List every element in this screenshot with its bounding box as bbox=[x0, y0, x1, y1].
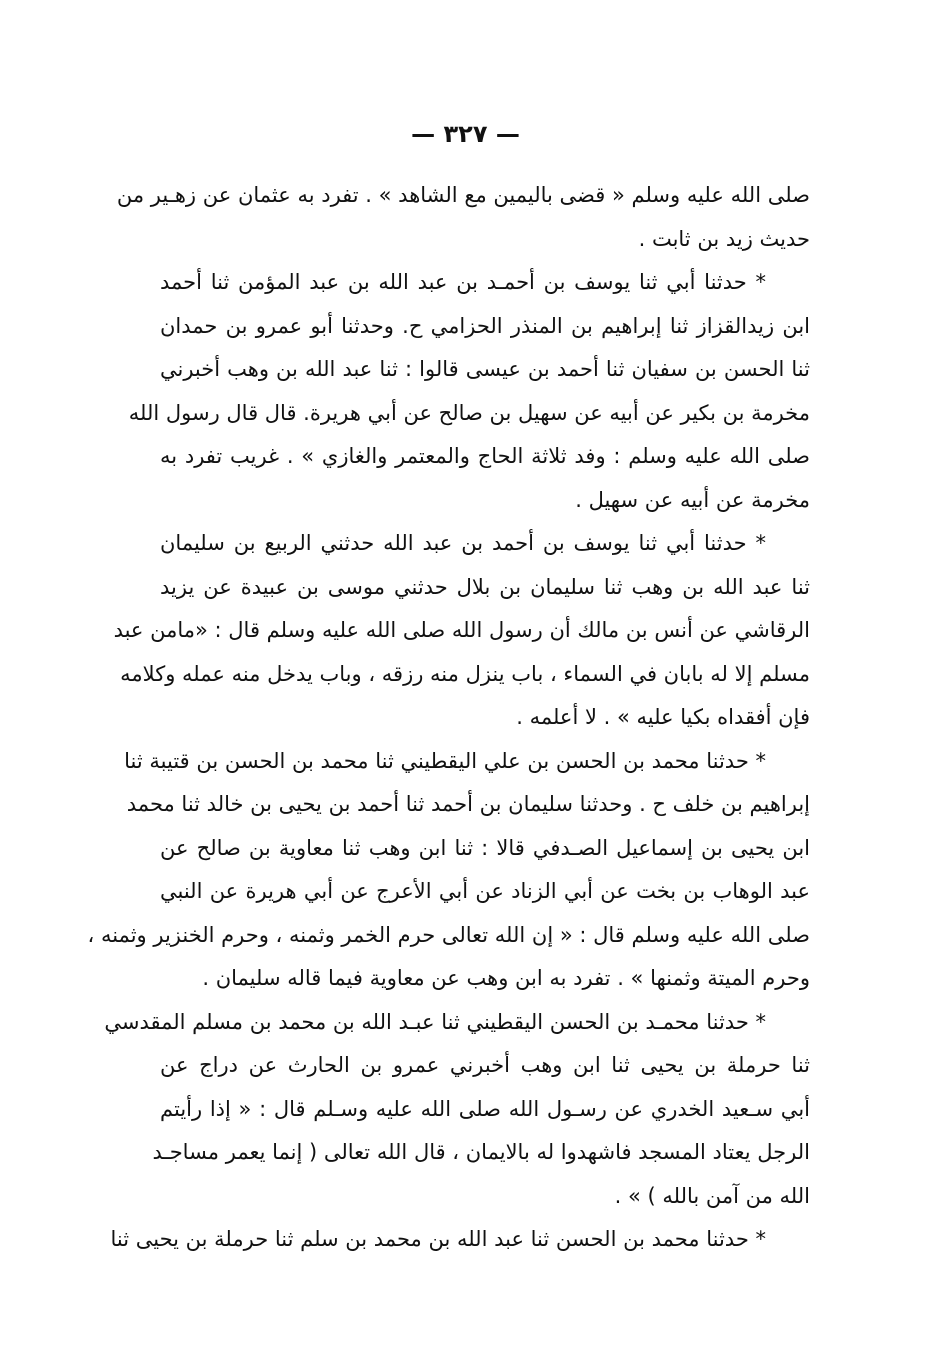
page-number: — ٣٢٧ — bbox=[411, 120, 520, 148]
text-line: ثنا حرملة بن يحيى ثنا ابن وهب أخبرني عمرو بن الحارث عن دراج عن bbox=[160, 1053, 810, 1077]
text-line: ثنا عبد الله بن وهب ثنا سليمان بن بلال حدثني موسى بن عبيدة عن يزيد bbox=[160, 574, 810, 599]
text-line: صلى الله عليه وسلم : وفد ثلاثة الحاج والمعتمر والغازي » . غريب تفرد به bbox=[160, 444, 810, 468]
text-line: أبي سـعيد الخدري عن رسـول الله صلى الله عليه وسـلم قال : « إذا رأيتم bbox=[160, 1096, 810, 1121]
text-line: الرقاشي عن أنس بن مالك أن رسول الله صلى الله عليه وسلم قال : «مامن عبد bbox=[113, 618, 810, 642]
text-line: عبد الوهاب بن بخت عن أبي الزناد عن أبي الأعرج عن أبي هريرة عن النبي bbox=[160, 879, 810, 903]
text-line: * حدثنا محمـد بن الحسن اليقطيني ثنا عبـد الله بن محمد بن مسلم المقدسي bbox=[104, 1009, 766, 1034]
text-line: مخرمة بن بكير عن أبيه عن سهيل بن صالح عن أبي هريرة. قال قال رسول الله bbox=[128, 400, 810, 425]
text-line: صلى الله عليه وسلم قال : « إن الله تعالى حرم الخمر وثمنه ، وحرم الخنزير وثمنه ، bbox=[87, 922, 810, 947]
text-line: ابن زيدالقزاز ثنا إبراهيم بن المنذر الحزامي ح. وحدثنا أبو عمرو بن حمدان bbox=[160, 313, 810, 338]
text-line: حديث زيد بن ثابت . bbox=[638, 226, 810, 251]
text-line: فإن أفقداه بكيا عليه » . لا أعلمه . bbox=[516, 705, 810, 729]
text-line: * حدثنا محمد بن الحسن ثنا عبد الله بن محمد بن سلم ثنا حرملة بن يحيى ثنا bbox=[110, 1227, 766, 1251]
text-line: مسلم إلا له بابان في السماء ، باب ينزل منه رزقه ، وباب يدخل منه عمله وكلامه bbox=[120, 661, 810, 686]
text-line: الرجل يعتاد المسجد فاشهدوا له بالايمان ، قال الله تعالى ( إنما يعمر مساجـد bbox=[152, 1140, 810, 1164]
text-line: * حدثنا أبي ثنا يوسف بن أحمد بن عبد الله حدثني الربيع بن سليمان bbox=[160, 531, 766, 555]
text-line: الله من آمن بالله ) » . bbox=[614, 1183, 810, 1208]
text-line: مخرمة عن أبيه عن سهيل . bbox=[575, 487, 810, 512]
text-line: * حدثنا محمد بن الحسن بن علي اليقطيني ثنا محمد بن الحسن بن قتيبة ثنا bbox=[124, 748, 766, 773]
text-line: ثنا الحسن بن سفيان ثنا أحمد بن عيسى قالوا : ثنا عبد الله بن وهب أخبرني bbox=[160, 357, 810, 381]
text-line: صلى الله عليه وسلم « قضى باليمين مع الشاهد » . تفرد به عثمان عن زهـير من bbox=[116, 183, 810, 207]
text-line: ابن يحيى بن إسماعيل الصـدفي قالا : ثنا ابن وهب ثنا معاوية بن صالح عن bbox=[160, 835, 810, 860]
text-line: * حدثنا أبي ثنا يوسف بن أحمـد بن عبد الله بن عبد المؤمن ثنا أحمد bbox=[160, 270, 766, 294]
text-line: وحرم الميتة وثمنها » . تفرد به ابن وهب عن معاوية فيما قاله سليمان . bbox=[202, 966, 810, 990]
arabic-text-block bbox=[87, 174, 810, 1262]
text-line: إبراهيم بن خلف ح . وحدثنا سليمان بن أحمد ثنا أحمد بن يحيى بن خالد ثنا محمد bbox=[126, 792, 810, 816]
